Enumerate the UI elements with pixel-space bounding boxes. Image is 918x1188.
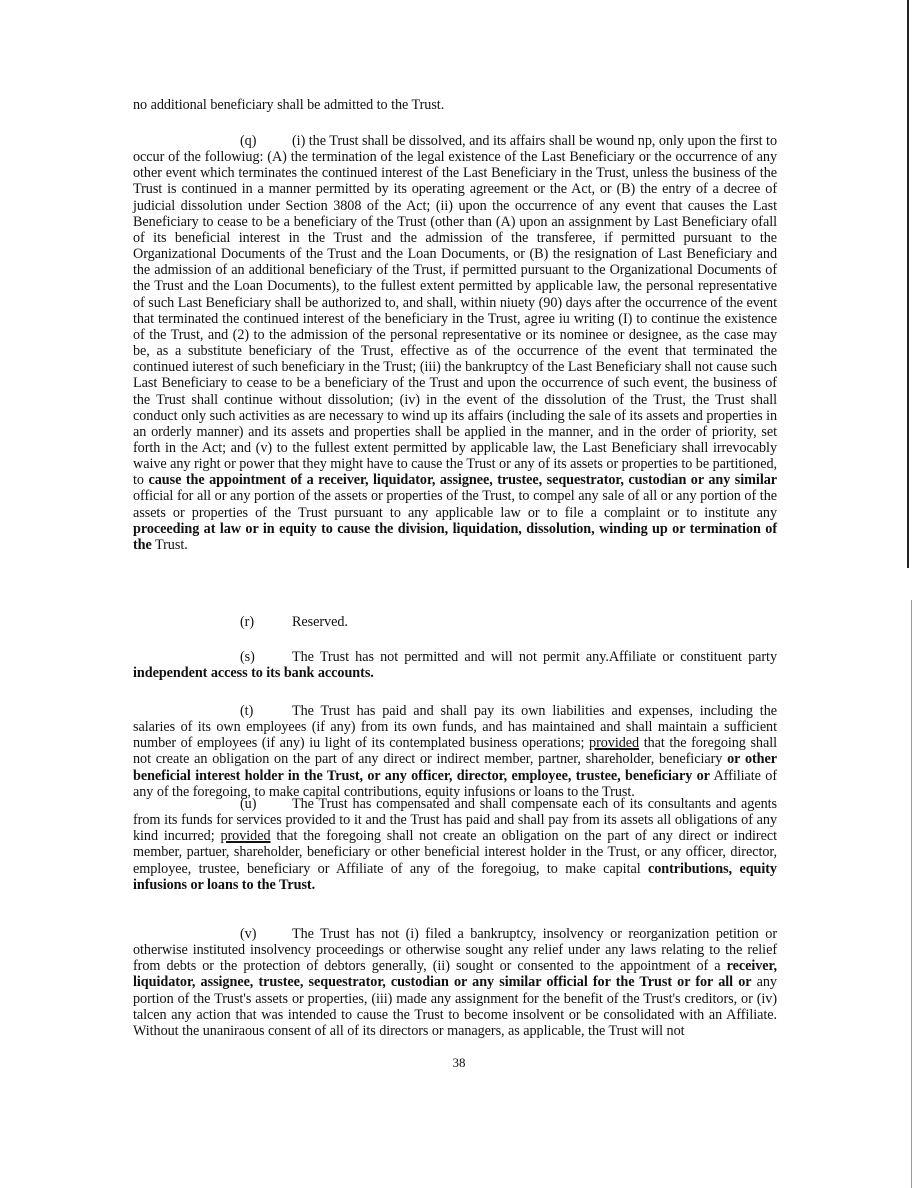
section-marker: (s) (240, 649, 255, 665)
underlined-text: provided (220, 828, 271, 845)
body-text: The Trust has not (i) filed a bankruptcy, insolvency or reorganization petition or otherwise instituted insolvency proceedings or otherwise sought any relief under any laws relating to the relief from debts or the protection of debtors generally, (ii) sought or consented to the appointment of a (133, 926, 777, 975)
paragraph-s (133, 649, 777, 681)
section-marker: (t) (240, 703, 254, 719)
paragraph-v (133, 926, 777, 1039)
bold-text: proceeding at law or in equity to cause the division, liquidation, dissolution, winding up or termination of the (133, 520, 777, 553)
body-text: official for all or any portion of the assets or properties of the Trust, to compel any sale of all or any portion of the assets or properties of the Trust pursuant to any applicable law or to file a complaint or to institute any (133, 488, 777, 521)
body-text: (i) the Trust shall be dissolved, and its affairs shall be wound np, only upon the first to occur of the followiug: (A) the termination of the legal existence of the Last Beneficiary or the occurrence of any other event which terminates the continued interest of the Last Beneficiary in the Trust, unless the business of the Trust is continued in a manner permitted by its operating agreement or the Act, or (B) the entry of a decree of judicial dissolution under Section 3808 of the Act; (ii) upon the occurrence of any event that causes the Last Beneficiary to cease to be a beneficiary of the Trust (other than (A) upon an assignment by Last Beneficiary ofall of its beneficial interest in the Trust and the admission of the transferee, if permitted pursuant to the Organizational Documents of the Trust and the Loan Documents, or (B) the resignation of Last Beneficiary and the admission of an additional beneficiary of the Trust, if permitted pursuant to the Organizational Documents of the Trust and the Loan Documents), to the fullest extent permitted by applicable law, the personal representative of such Last Beneficiary shall be authorized to, and shall, within niuety (90) days after the occurrence of the event that terminated the continued interest of the beneficiary in the Trust, agree iu writing (I) to continue the existence of the Trust, and (2) to the admission of the personal representative or its nominee or designee, as the case may be, as a substitute beneficiary of the Trust, effective as of the occurrence of the event that terminated the continued iuterest of such beneficiary in the Trust; (iii) the bankruptcy of the Last Beneficiary shall not cause such Last Beneficiary to cease to be a beneficiary of the Trust and upon the occurrence of such event, the business of the Trust shall continue without dissolution; (iv) in the event of the dissolution of the Trust, the Trust shall conduct only such activities as are necessary to wind up its affairs (including the sale of its assets and properties in an orderly manner) and its assets and properties shall be applied in the manner, and in the order of priority, set forth in the Act; and (v) to the fullest extent permitted by applicable law, the Last Beneficiary shall irrevocably waive any right or power that they might have to cause the Trust or any of its assets or properties to be partitioned, to (133, 133, 777, 489)
bold-text: or other beneficial interest holder in the Trust, or any officer, director, employee, trustee, beneficiary or (133, 751, 777, 784)
paragraph-u (133, 796, 777, 893)
body-text: Affiliate of any of the foregoing, to make capital contributions, equity infusions or loans to the Trust. (133, 767, 777, 800)
paragraph-r (133, 614, 777, 630)
body-text: The Trust has compensated and shall compensate each of its consultants and agents from its funds for services provided to it and the Trust has paid and shall pay from its assets all obligations of any kind incurred; (133, 796, 777, 845)
underlined-text: provided (589, 735, 640, 752)
paragraph-q (133, 133, 777, 553)
body-text: Reserved. (292, 614, 348, 630)
bold-text: receiver, liquidator, assignee, trustee, sequestrator, custodian or any similar official for the Trust or for all or (133, 958, 777, 991)
section-marker: (v) (240, 926, 257, 942)
section-marker: (r) (240, 614, 255, 630)
section-marker: (q) (240, 133, 257, 149)
body-text: The Trust has not permitted and will not permit any.Affiliate or constituent party (292, 649, 777, 665)
paragraph-t (133, 703, 777, 800)
body-text: The Trust has paid and shall pay its own liabilities and expenses, including the salaries of its own employees (if any) from its own funds, and has maintained and shall maintain a sufficient number of employees (if any) iu light of its contemplated business operations; (133, 703, 777, 752)
bold-text: cause the appointment of a receiver, liquidator, assignee, trustee, sequestrator, custodian or any similar (148, 472, 778, 489)
body-text: any portion of the Trust's assets or properties, (iii) made any assignment for the benefit of the Trust's creditors, or (iv) talcen any action that was intended to cause the Trust to become insolvent or be consolidated with an Affiliate. Without the unaniraous consent of all of its directors or managers, as applicable, the Trust will not (133, 974, 777, 1039)
scan-edge-line (911, 600, 912, 1188)
page-number: 38 (452, 1055, 466, 1070)
bold-text: contributions, equity infusions or loans to the Trust. (133, 860, 777, 893)
bold-text: independent access to its bank accounts. (133, 665, 374, 682)
body-text: Trust. (151, 536, 188, 553)
body-text: that the foregoing shall not create an obligation on the part of any direct or indirect member, partner, shareholder, beneficiary (133, 735, 777, 768)
body-text: no additional beneficiary shall be admitted to the Trust. (133, 97, 445, 113)
section-marker: (u) (240, 796, 257, 812)
scan-edge-line (907, 0, 909, 568)
paragraph-continuation (133, 97, 777, 113)
body-text: that the foregoing shall not create an obligation on the part of any direct or indirect member, partuer, shareholder, beneficiary or other beneficial interest holder in the Trust, or any officer, director, employee, trustee, beneficiary or Affiliate of any of the foregoiug, to make capital (133, 828, 777, 877)
